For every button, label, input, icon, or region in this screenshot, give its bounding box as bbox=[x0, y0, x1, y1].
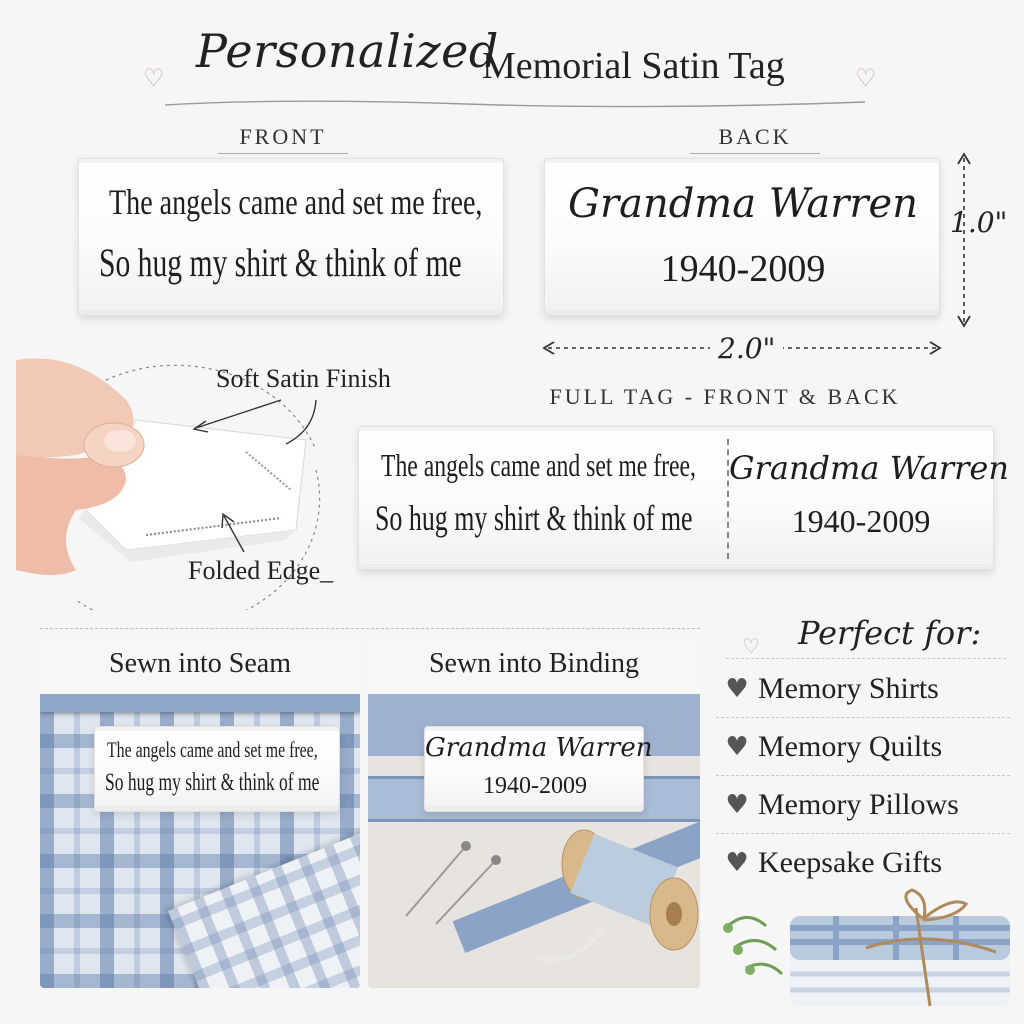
front-tag bbox=[78, 158, 504, 316]
back-tag bbox=[544, 158, 940, 316]
memorial-years: 1940-2009 bbox=[791, 503, 931, 539]
binding-photo-panel bbox=[368, 634, 700, 988]
perfect-for-title: Perfect for: bbox=[798, 614, 982, 652]
heart-filled-icon: ♥ bbox=[725, 848, 749, 878]
title-script: Personalized bbox=[196, 24, 499, 78]
verse-line-1: The angels came and set me free, bbox=[381, 447, 696, 483]
thread-spool-illustration bbox=[534, 818, 700, 978]
memorial-name: Grandma Warren bbox=[568, 181, 918, 227]
front-label: FRONT bbox=[239, 124, 327, 149]
verse-line-2: So hug my shirt & think of me bbox=[105, 769, 320, 796]
heart-outline-icon: ♡ bbox=[742, 634, 760, 658]
verse-line-2: So hug my shirt & think of me bbox=[375, 498, 693, 538]
memorial-name: Grandma Warren bbox=[425, 733, 653, 763]
perfect-for-item bbox=[716, 834, 1010, 892]
title-underline bbox=[165, 96, 865, 110]
heart-filled-icon: ♥ bbox=[725, 731, 749, 762]
verse-line-1: The angels came and set me free, bbox=[107, 737, 318, 762]
verse-line-2: So hug my shirt & think of me bbox=[99, 240, 462, 285]
divider bbox=[40, 628, 700, 629]
perfect-for-item bbox=[716, 660, 1010, 718]
memorial-years: 1940-2009 bbox=[483, 773, 587, 799]
back-label: BACK bbox=[718, 124, 792, 149]
divider bbox=[218, 153, 348, 154]
gift-bundle-illustration bbox=[716, 888, 1016, 1016]
perfect-for-item bbox=[716, 776, 1010, 834]
panel-heading: Sewn into Seam bbox=[40, 634, 360, 694]
width-dimension: 2.0" bbox=[710, 332, 783, 365]
perfect-for-item-label: Memory Pillows bbox=[758, 787, 959, 821]
perfect-for-item-label: Memory Shirts bbox=[758, 671, 939, 705]
perfect-for-item-label: Memory Quilts bbox=[758, 729, 943, 763]
heart-outline-icon: ♡ bbox=[855, 64, 877, 92]
heart-outline-icon: ♡ bbox=[143, 64, 165, 92]
memorial-name: Grandma Warren bbox=[729, 449, 1009, 487]
callout-arrow bbox=[214, 510, 254, 556]
page-title: Memorial Satin Tag bbox=[482, 45, 785, 87]
pins-illustration bbox=[386, 834, 506, 934]
binding-tag bbox=[424, 726, 653, 812]
soft-satin-finish-callout: Soft Satin Finish bbox=[216, 364, 391, 393]
height-dimension: 1.0" bbox=[950, 206, 1008, 239]
seam-photo-panel bbox=[40, 634, 360, 988]
divider bbox=[690, 153, 820, 154]
verse-line-1: The angels came and set me free, bbox=[109, 182, 483, 222]
callout-arrow bbox=[186, 392, 326, 452]
seam-tag bbox=[94, 726, 340, 812]
heart-filled-icon: ♥ bbox=[725, 789, 749, 820]
panel-heading: Sewn into Binding bbox=[368, 634, 700, 694]
full-tag-label: FULL TAG - FRONT & BACK bbox=[549, 384, 901, 409]
memorial-years: 1940-2009 bbox=[660, 248, 826, 290]
perfect-for-item-label: Keepsake Gifts bbox=[758, 846, 943, 879]
perfect-for-item bbox=[716, 718, 1010, 776]
height-dimension-arrow bbox=[954, 152, 974, 328]
full-tag bbox=[358, 426, 1009, 570]
folded-edge-callout: Folded Edge_ bbox=[188, 556, 334, 585]
divider bbox=[726, 658, 1006, 659]
heart-filled-icon: ♥ bbox=[725, 673, 749, 704]
